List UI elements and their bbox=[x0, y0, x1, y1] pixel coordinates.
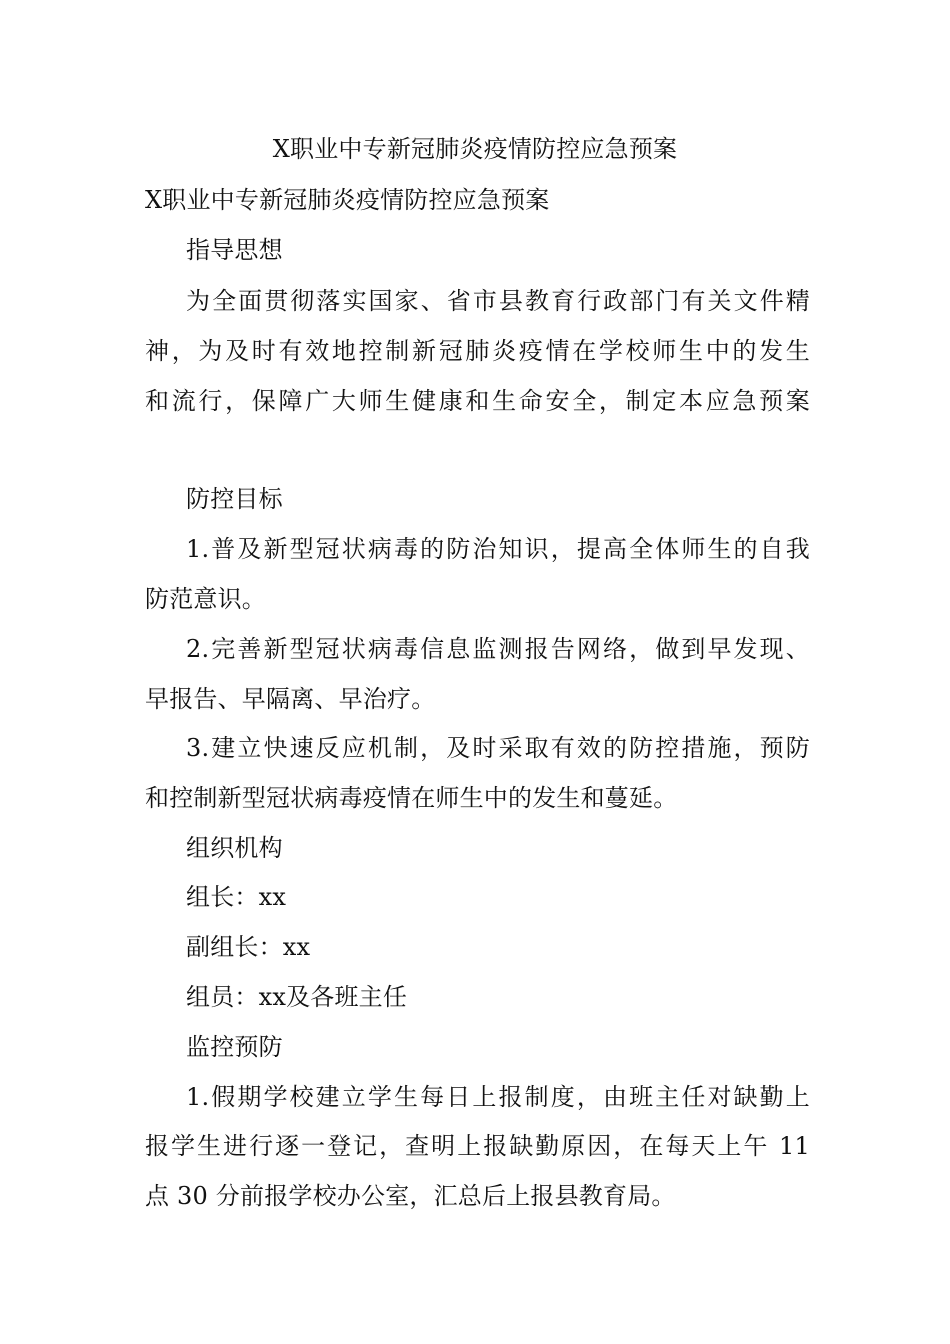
list-item-line: 1.普及新型冠状病毒的防治知识，提高全体师生的自我 bbox=[186, 535, 810, 563]
paragraph-line: 点 30 分前报学校办公室，汇总后上报县教育局。 bbox=[145, 1182, 676, 1210]
paragraph-line: 报学生进行逐一登记，查明上报缺勤原因，在每天上午 11 bbox=[145, 1132, 810, 1160]
list-item-line: 2.完善新型冠状病毒信息监测报告网络，做到早发现、 bbox=[186, 635, 810, 663]
paragraph-line: 1.假期学校建立学生每日上报制度，由班主任对缺勤上 bbox=[186, 1083, 810, 1111]
paragraph-line: 神，为及时有效地控制新冠肺炎疫情在学校师生中的发生 bbox=[145, 337, 810, 365]
list-item-line: 防范意识。 bbox=[145, 585, 266, 613]
list-item-line: 早报告、早隔离、早治疗。 bbox=[145, 685, 436, 713]
list-item-line: 3.建立快速反应机制，及时采取有效的防控措施，预防 bbox=[186, 734, 810, 762]
section-heading-organization: 组织机构 bbox=[186, 834, 283, 862]
paragraph-line: 为全面贯彻落实国家、省市县教育行政部门有关文件精 bbox=[186, 287, 810, 315]
paragraph-line: 和流行，保障广大师生健康和生命安全，制定本应急预案 bbox=[145, 387, 810, 415]
org-leader: 组长：xx bbox=[186, 883, 287, 911]
section-heading-goals: 防控目标 bbox=[186, 485, 283, 513]
section-heading-monitoring: 监控预防 bbox=[186, 1033, 283, 1061]
document-subtitle: X职业中专新冠肺炎疫情防控应急预案 bbox=[145, 186, 550, 214]
org-deputy: 副组长：xx bbox=[186, 933, 311, 961]
org-members: 组员：xx及各班主任 bbox=[186, 983, 408, 1011]
document-title: X职业中专新冠肺炎疫情防控应急预案 bbox=[272, 135, 678, 163]
list-item-line: 和控制新型冠状病毒疫情在师生中的发生和蔓延。 bbox=[145, 784, 678, 812]
section-heading-guiding: 指导思想 bbox=[186, 236, 283, 264]
